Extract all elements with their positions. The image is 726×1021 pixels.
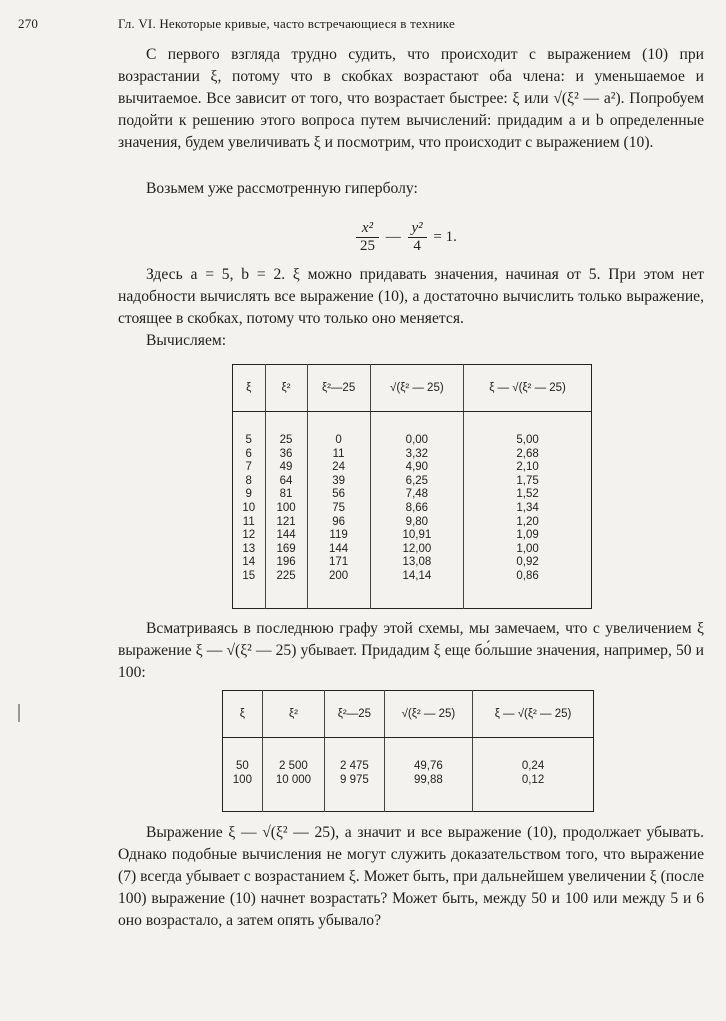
cell-xi: 6 bbox=[233, 448, 266, 462]
cell-xi: 5 bbox=[233, 434, 266, 448]
table-row bbox=[223, 760, 594, 774]
cell-root: 3,32 bbox=[370, 448, 463, 462]
fraction-x-numerator: x² bbox=[356, 220, 379, 238]
cell-xi-squared: 121 bbox=[265, 516, 307, 530]
spacer-cell bbox=[325, 738, 385, 761]
cell-difference: 144 bbox=[307, 543, 370, 557]
table-row bbox=[233, 502, 592, 516]
cell-result: 1,75 bbox=[516, 474, 539, 487]
table-row bbox=[233, 488, 592, 502]
cell-xi: 12 bbox=[233, 529, 266, 543]
cell-xi-squared: 225 bbox=[265, 570, 307, 584]
cell-root: 7,48 bbox=[370, 488, 463, 502]
table-body bbox=[233, 412, 592, 609]
fraction-x-denominator: 25 bbox=[360, 238, 375, 254]
tail-cell bbox=[233, 584, 266, 609]
table-row bbox=[233, 529, 592, 543]
paragraph-parameters: Здесь a = 5, b = 2. ξ можно придавать значения, начиная от 5. При этом нет надобности вычислять все выражение (10), а достаточно вычислить только выражение, стоящее в скобках, потому что только оно меняется. bbox=[118, 266, 704, 327]
cell-xi: 11 bbox=[233, 516, 266, 530]
table-row bbox=[233, 461, 592, 475]
cell-result: 1,52 bbox=[516, 488, 539, 501]
col-header-xi: ξ bbox=[223, 691, 263, 738]
spacer-cell bbox=[473, 738, 594, 761]
cell-result: 1,09 bbox=[516, 529, 539, 542]
tail-cell bbox=[370, 584, 463, 609]
spacer-cell bbox=[265, 412, 307, 435]
cell-difference: 171 bbox=[307, 556, 370, 570]
cell-difference: 75 bbox=[307, 502, 370, 516]
running-header bbox=[18, 16, 455, 32]
paragraph-computing: Вычисляем: bbox=[146, 332, 227, 349]
cell-xi-squared: 144 bbox=[265, 529, 307, 543]
table-row bbox=[233, 475, 592, 489]
table-body bbox=[223, 738, 594, 812]
spacer-cell bbox=[307, 412, 370, 435]
cell-difference: 200 bbox=[307, 570, 370, 584]
cell-xi: 50 bbox=[223, 760, 263, 774]
col-header-difference: ξ²—25 bbox=[325, 691, 385, 738]
cell-xi-squared: 100 bbox=[265, 502, 307, 516]
cell-result: 1,00 bbox=[516, 542, 539, 555]
table-row bbox=[233, 556, 592, 570]
tail-cell bbox=[262, 787, 324, 812]
cell-xi-squared: 196 bbox=[265, 556, 307, 570]
table-row bbox=[233, 570, 592, 584]
tail-cell bbox=[384, 787, 472, 812]
cell-xi-squared: 10 000 bbox=[262, 774, 324, 788]
margin-mark bbox=[18, 704, 20, 722]
cell-difference: 0 bbox=[307, 434, 370, 448]
tail-cell bbox=[325, 787, 385, 812]
cell-xi: 14 bbox=[233, 556, 266, 570]
cell-xi-squared: 64 bbox=[265, 475, 307, 489]
computation-table-2 bbox=[222, 690, 594, 812]
col-header-xi-squared: ξ² bbox=[265, 365, 307, 412]
table-row bbox=[223, 774, 594, 788]
cell-difference: 39 bbox=[307, 475, 370, 489]
cell-difference: 2 475 bbox=[325, 760, 385, 774]
cell-difference: 56 bbox=[307, 488, 370, 502]
cell-result: 1,20 bbox=[516, 515, 539, 528]
cell-xi-squared: 81 bbox=[265, 488, 307, 502]
table-row bbox=[233, 448, 592, 462]
running-title: Гл. VI. Некоторые кривые, часто встречающиеся в технике bbox=[118, 16, 455, 31]
hyperbola-equation bbox=[356, 220, 460, 255]
col-header-result: ξ — √(ξ² — 25) bbox=[473, 691, 594, 738]
cell-root: 9,80 bbox=[370, 516, 463, 530]
paragraph-observation: Всматриваясь в последнюю графу этой схемы, мы замечаем, что с увеличением ξ выражение ξ — √(ξ² — 25) убывает. Придадим ξ еще бо́льшие значения, например, 50 и 100: bbox=[118, 620, 704, 681]
cell-root: 99,88 bbox=[384, 774, 472, 788]
table-header-row bbox=[223, 691, 594, 738]
cell-result: 2,68 bbox=[516, 447, 539, 460]
cell-difference: 96 bbox=[307, 516, 370, 530]
col-header-xi: ξ bbox=[233, 365, 266, 412]
fraction-x bbox=[356, 220, 379, 255]
cell-root: 10,91 bbox=[370, 529, 463, 543]
cell-root: 49,76 bbox=[384, 760, 472, 774]
table-row bbox=[233, 543, 592, 557]
cell-result: 0,12 bbox=[521, 773, 545, 786]
spacer-cell bbox=[370, 412, 463, 435]
cell-xi-squared: 2 500 bbox=[262, 760, 324, 774]
table-spacer-row bbox=[233, 412, 592, 435]
col-header-root: √(ξ² — 25) bbox=[384, 691, 472, 738]
fraction-y bbox=[408, 220, 427, 255]
tail-cell bbox=[223, 787, 263, 812]
cell-xi: 13 bbox=[233, 543, 266, 557]
cell-xi: 100 bbox=[223, 774, 263, 788]
cell-difference: 119 bbox=[307, 529, 370, 543]
table-tail-row bbox=[223, 787, 594, 812]
cell-xi: 15 bbox=[233, 570, 266, 584]
cell-result: 0,86 bbox=[516, 569, 539, 582]
paragraph-conclusion: Выражение ξ — √(ξ² — 25), а значит и все выражение (10), продолжает убывать. Однако подобные вычисления не могут служить доказательством того, что выражение (7) всегда убывает с возрастанием ξ. Может быть, при дальнейшем увеличении ξ (после 100) выражение (10) начнет возрастать? Может быть, между 50 и 100 или между 5 и 6 оно возрастало, а затем опять убывало? bbox=[118, 824, 704, 929]
cell-result: 0,24 bbox=[521, 760, 545, 772]
spacer-cell bbox=[464, 412, 592, 435]
cell-result: 2,10 bbox=[516, 461, 539, 474]
fraction-y-denominator: 4 bbox=[413, 238, 421, 254]
cell-difference: 9 975 bbox=[325, 774, 385, 788]
paragraph-intro: С первого взгляда трудно судить, что происходит с выражением (10) при возрастании ξ, потому что в скобках возрастают оба члена: и уменьшаемое и вычитаемое. Все зависит от того, что возрастает быстрее: ξ или √(ξ² — a²). Попробуем подойти к решению этого вопроса путем вычислений: придадим a и b определенные значения, будем увеличивать ξ и посмотрим, что происходит с выражением (10). bbox=[118, 46, 704, 151]
cell-root: 8,66 bbox=[370, 502, 463, 516]
cell-xi-squared: 36 bbox=[265, 448, 307, 462]
cell-root: 0,00 bbox=[370, 434, 463, 448]
cell-root: 13,08 bbox=[370, 556, 463, 570]
cell-difference: 11 bbox=[307, 448, 370, 462]
cell-root: 4,90 bbox=[370, 461, 463, 475]
spacer-cell bbox=[262, 738, 324, 761]
col-header-root: √(ξ² — 25) bbox=[370, 365, 463, 412]
cell-xi: 8 bbox=[233, 475, 266, 489]
table-spacer-row bbox=[223, 738, 594, 761]
paragraph-hyperbola-intro: Возьмем уже рассмотренную гиперболу: bbox=[146, 180, 418, 197]
table-tail-row bbox=[233, 584, 592, 609]
cell-root: 14,14 bbox=[370, 570, 463, 584]
cell-xi-squared: 25 bbox=[265, 434, 307, 448]
cell-result: 5,00 bbox=[516, 434, 539, 446]
fraction-y-numerator: y² bbox=[408, 220, 427, 238]
minus-sign: — bbox=[385, 229, 401, 245]
spacer-cell bbox=[384, 738, 472, 761]
cell-xi-squared: 169 bbox=[265, 543, 307, 557]
table-row bbox=[233, 516, 592, 530]
col-header-difference: ξ²—25 bbox=[307, 365, 370, 412]
tail-cell bbox=[307, 584, 370, 609]
col-header-result: ξ — √(ξ² — 25) bbox=[464, 365, 592, 412]
tail-cell bbox=[265, 584, 307, 609]
tail-cell bbox=[473, 787, 594, 812]
cell-xi: 7 bbox=[233, 461, 266, 475]
cell-root: 12,00 bbox=[370, 543, 463, 557]
cell-xi-squared: 49 bbox=[265, 461, 307, 475]
tail-cell bbox=[464, 584, 592, 609]
col-header-xi-squared: ξ² bbox=[262, 691, 324, 738]
table-row bbox=[233, 434, 592, 448]
spacer-cell bbox=[223, 738, 263, 761]
cell-xi: 10 bbox=[233, 502, 266, 516]
cell-result: 1,34 bbox=[516, 501, 539, 514]
page-number: 270 bbox=[18, 16, 39, 31]
cell-difference: 24 bbox=[307, 461, 370, 475]
spacer-cell bbox=[233, 412, 266, 435]
equals-sign: = 1. bbox=[433, 229, 457, 245]
cell-root: 6,25 bbox=[370, 475, 463, 489]
computation-table-1 bbox=[232, 364, 592, 609]
cell-xi: 9 bbox=[233, 488, 266, 502]
cell-result: 0,92 bbox=[516, 556, 539, 569]
table-header-row bbox=[233, 365, 592, 412]
